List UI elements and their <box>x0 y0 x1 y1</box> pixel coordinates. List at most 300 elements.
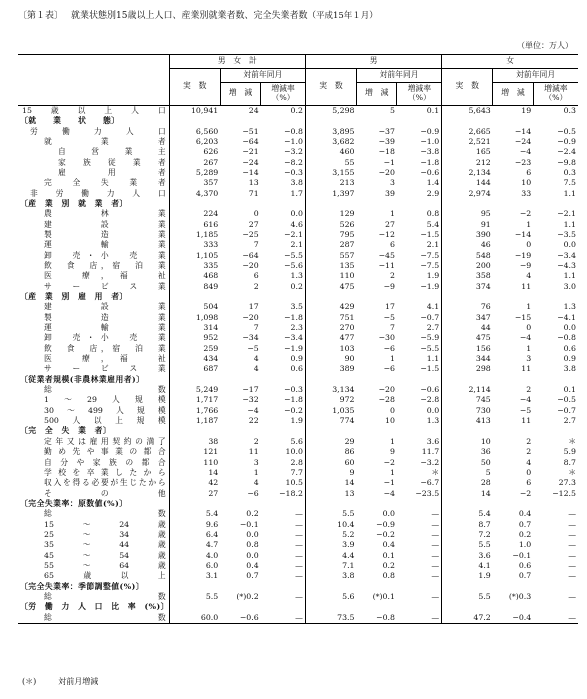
rate-value: −2.4 <box>557 147 576 157</box>
change-value: 0.0 <box>246 529 259 539</box>
actual-value: 10.4 <box>305 520 356 530</box>
row-label: 総 数 <box>44 385 166 395</box>
empty-cell <box>220 499 260 509</box>
change-value: −0.2 <box>376 529 395 539</box>
header-yoy: 対前年同月 <box>493 68 578 82</box>
change-value: 2 <box>526 385 532 395</box>
actual-value: 156 <box>442 344 493 354</box>
actual-value: 73.5 <box>305 613 356 624</box>
actual-value: 91 <box>442 220 493 230</box>
empty-cell <box>305 426 356 436</box>
rate-value: −5.6 <box>283 260 303 270</box>
rate-value: 1.9 <box>290 416 303 426</box>
table-row <box>18 395 578 405</box>
section-row <box>18 199 578 209</box>
actual-value: 6.0 <box>169 561 220 571</box>
actual-value: 44 <box>442 323 493 333</box>
header-yoy: 対前年同月 <box>220 68 305 82</box>
table-row <box>18 530 578 540</box>
actual-value: 10 <box>442 437 493 447</box>
rate-value: 0.9 <box>290 354 303 364</box>
change-value: 0.8 <box>382 571 395 581</box>
rate-value: −2.1 <box>283 229 303 239</box>
actual-value: 95 <box>442 209 493 219</box>
rate-value: 27.3 <box>558 478 576 488</box>
table-row <box>18 478 578 488</box>
change-value: −20 <box>242 312 259 322</box>
rate-value: — <box>295 509 303 519</box>
empty-cell <box>261 426 306 436</box>
change-value: −37 <box>378 126 395 136</box>
change-value: 17 <box>248 302 259 312</box>
header-actual: 実 数 <box>169 68 220 105</box>
change-value: −6 <box>383 343 395 353</box>
actual-value: 357 <box>169 178 220 188</box>
actual-value: 46 <box>442 240 493 250</box>
section-row <box>18 582 578 592</box>
row-label: 卸 売・小 売 業 <box>44 250 166 260</box>
empty-cell <box>493 199 533 209</box>
table-row <box>18 571 578 581</box>
rate-value: −5.9 <box>420 333 440 343</box>
table-row <box>18 302 578 312</box>
empty-cell <box>220 116 260 126</box>
rate-value: 2.7 <box>563 416 576 426</box>
change-value: 1 <box>526 219 532 229</box>
actual-value: 3.8 <box>305 571 356 581</box>
change-value: −0.4 <box>493 613 533 624</box>
actual-value: 1.9 <box>442 571 493 581</box>
actual-value: 374 <box>442 282 493 292</box>
rate-value: −3.2 <box>420 457 440 467</box>
table-title <box>18 8 378 21</box>
change-value: −14 <box>242 167 259 177</box>
rate-value: −1.8 <box>420 157 440 167</box>
title-main: 就業状態別15歳以上人口、産業別就業者数、完全失業者数 <box>71 11 308 21</box>
change-value: 0 <box>253 209 259 219</box>
rate-value: — <box>431 550 440 560</box>
table-row <box>18 313 578 323</box>
rate-value: −0.6 <box>420 385 440 395</box>
header-rate-line1: 増減率 <box>407 83 432 93</box>
change-value: −5 <box>519 405 532 415</box>
change-value: 27 <box>248 219 259 229</box>
table-row <box>18 406 578 416</box>
change-value: −4 <box>519 147 532 157</box>
actual-value: 135 <box>305 261 356 271</box>
table-row <box>18 489 578 499</box>
change-value: 24 <box>220 105 260 116</box>
actual-value: 3,682 <box>305 137 356 147</box>
rate-value: −5.5 <box>283 250 303 260</box>
change-value: 1 <box>526 302 532 312</box>
table-row <box>18 551 578 561</box>
actual-value: 287 <box>305 240 356 250</box>
table-row <box>18 127 578 137</box>
actual-value: 4.1 <box>442 561 493 571</box>
rate-value: −0.9 <box>557 136 576 146</box>
empty-cell <box>493 292 533 302</box>
change-value: −0.1 <box>512 550 532 560</box>
rate-value: — <box>431 571 440 581</box>
row-label: 運 輸 業 <box>44 240 166 250</box>
table-row <box>18 468 578 478</box>
change-value: −20 <box>242 260 259 270</box>
actual-value: 28 <box>442 478 493 488</box>
rate-value: 3.6 <box>426 436 440 446</box>
actual-value: 335 <box>169 261 220 271</box>
row-label: サ ー ビ ス 業 <box>44 281 166 291</box>
change-value: 0 <box>526 323 532 333</box>
change-value: 1 <box>390 467 395 477</box>
actual-value: 14 <box>169 468 220 478</box>
actual-value: 1,098 <box>169 313 220 323</box>
actual-value: 270 <box>305 323 356 333</box>
rate-value: — <box>568 529 576 539</box>
empty-cell <box>305 292 356 302</box>
actual-value: 129 <box>305 209 356 219</box>
actual-value: 1,187 <box>169 416 220 426</box>
change-value: 0.2 <box>382 560 395 570</box>
actual-value: 687 <box>169 364 220 374</box>
actual-value: 475 <box>442 333 493 343</box>
actual-value: 7.1 <box>305 561 356 571</box>
change-value: −4 <box>383 488 395 498</box>
table-row <box>18 385 578 395</box>
empty-cell <box>305 582 356 592</box>
actual-value: 333 <box>169 240 220 250</box>
header-rate-line2: （%） <box>271 92 295 102</box>
row-label: 家 族 従 業 者 <box>58 157 166 167</box>
rate-value: 8.7 <box>563 457 576 467</box>
change-value: 2 <box>526 436 532 446</box>
change-value: 2 <box>390 271 395 281</box>
actual-value: 5,298 <box>305 105 356 116</box>
table-row <box>18 592 578 602</box>
change-value: 10 <box>521 178 532 188</box>
rate-value: 7.5 <box>563 178 576 188</box>
rate-value: −3.8 <box>420 147 440 157</box>
rate-value: 0.0 <box>426 405 440 415</box>
rate-value: ＊ <box>568 436 576 446</box>
actual-value: 389 <box>305 364 356 374</box>
change-value: −51 <box>242 126 259 136</box>
empty-cell <box>397 499 442 509</box>
section-heading: 〔産 業 別 雇 用 者〕 <box>20 292 128 301</box>
actual-value: 3.6 <box>442 551 493 561</box>
change-value: 7 <box>253 323 259 333</box>
rate-value: 2.3 <box>290 323 303 333</box>
table-row <box>18 416 578 426</box>
row-label: 65 歳 以 上 <box>44 571 166 581</box>
rate-value: −1.0 <box>420 136 440 146</box>
rate-value: 1.1 <box>563 219 576 229</box>
row-label: そ の 他 <box>44 488 166 498</box>
empty-cell <box>493 116 533 126</box>
empty-cell <box>261 499 306 509</box>
rate-value: −8.2 <box>283 157 303 167</box>
change-value: 9 <box>390 447 395 457</box>
change-value: 0.2 <box>518 529 532 539</box>
change-value: −5 <box>383 312 395 322</box>
empty-cell <box>261 602 306 612</box>
rate-value: −7.5 <box>420 260 440 270</box>
actual-value: 200 <box>442 261 493 271</box>
change-value: −9 <box>383 281 395 291</box>
rate-value: 0.2 <box>290 281 303 291</box>
rate-value: −1.9 <box>420 281 440 291</box>
empty-cell <box>305 375 356 385</box>
change-value: −9 <box>519 260 532 270</box>
empty-cell <box>442 602 493 612</box>
row-label: 製 造 業 <box>44 229 166 239</box>
actual-value: 344 <box>442 354 493 364</box>
actual-value: 526 <box>305 220 356 230</box>
rate-value: 0.9 <box>563 354 576 364</box>
empty-cell <box>169 426 220 436</box>
empty-cell <box>533 426 578 436</box>
table-row <box>18 364 578 374</box>
actual-value: 144 <box>442 178 493 188</box>
actual-value: 4.4 <box>305 551 356 561</box>
rate-value: 2.9 <box>426 188 440 198</box>
empty-cell <box>493 582 533 592</box>
actual-value: 1,717 <box>169 395 220 405</box>
change-value: 3 <box>253 457 259 467</box>
row-label: 35 〜 44 歳 <box>44 540 166 550</box>
row-label: 総 数 <box>44 591 166 601</box>
rate-value: 1.7 <box>290 188 303 198</box>
actual-value: 259 <box>169 344 220 354</box>
rate-value: −3.4 <box>557 250 576 260</box>
rate-value: 0.3 <box>563 167 576 177</box>
actual-value: 36 <box>442 447 493 457</box>
change-value: −0.9 <box>376 519 395 529</box>
empty-cell <box>220 426 260 436</box>
rate-value: — <box>568 519 576 529</box>
rate-value: −0.7 <box>557 405 576 415</box>
section-row <box>18 602 578 612</box>
rate-value: −6.7 <box>420 478 440 488</box>
rate-value: — <box>568 509 576 519</box>
change-value: 0.6 <box>518 560 532 570</box>
actual-value: 267 <box>169 158 220 168</box>
empty-cell <box>169 582 220 592</box>
row-label: 建 設 業 <box>44 302 166 312</box>
rate-value: — <box>568 571 576 581</box>
actual-value: 2,974 <box>442 189 493 199</box>
change-value: 1 <box>390 436 395 446</box>
change-value: −39 <box>378 136 395 146</box>
change-value: 0.0 <box>382 509 395 519</box>
table-row <box>18 333 578 343</box>
empty-cell <box>357 582 397 592</box>
actual-value: 5.2 <box>305 530 356 540</box>
empty-cell <box>261 292 306 302</box>
change-value: 10 <box>385 416 395 426</box>
actual-value: 76 <box>442 302 493 312</box>
change-value: −6 <box>247 488 259 498</box>
empty-cell <box>357 602 397 612</box>
change-value: −28 <box>378 395 395 405</box>
actual-value: 5 <box>442 468 493 478</box>
change-value: 22 <box>248 416 259 426</box>
change-value: 6 <box>253 271 259 281</box>
actual-value: 14 <box>305 478 356 488</box>
empty-cell <box>533 199 578 209</box>
change-value: −0.6 <box>220 613 260 624</box>
rate-value: ＊ <box>431 467 440 477</box>
section-row <box>18 499 578 509</box>
rate-value: 4.6 <box>290 219 303 229</box>
rate-value: — <box>295 540 303 550</box>
actual-value: 1,185 <box>169 230 220 240</box>
rate-value: 2.1 <box>290 240 303 250</box>
actual-value: 3,134 <box>305 385 356 395</box>
actual-value: 429 <box>305 302 356 312</box>
change-value: 1 <box>390 209 395 219</box>
actual-value: 468 <box>169 271 220 281</box>
rate-value: 10.0 <box>285 447 303 457</box>
table-row <box>18 540 578 550</box>
change-value: 2 <box>526 447 532 457</box>
change-value: 27 <box>385 219 395 229</box>
empty-cell <box>305 116 356 126</box>
table-row <box>18 251 578 261</box>
table-row <box>18 240 578 250</box>
rate-value: 0.1 <box>563 385 576 395</box>
change-value: −19 <box>514 250 532 260</box>
rate-value: — <box>568 591 576 601</box>
rate-value: −12.5 <box>552 488 576 498</box>
empty-cell <box>357 199 397 209</box>
row-label: 総 数 <box>44 509 166 519</box>
empty-cell <box>169 116 220 126</box>
rate-value: — <box>568 560 576 570</box>
rate-value: ＊ <box>568 467 576 477</box>
actual-value: 212 <box>442 158 493 168</box>
footnote-text: 対前月増減 <box>58 677 99 686</box>
change-value: −18 <box>378 147 395 157</box>
table-row <box>18 209 578 219</box>
rate-value: 3.0 <box>563 281 576 291</box>
rate-value: 5.9 <box>563 447 576 457</box>
empty-cell <box>533 292 578 302</box>
header-rate-line2: （%） <box>407 92 431 102</box>
section-heading: 〔産 業 別 就 業 者〕 <box>20 198 128 208</box>
row-label: 15 〜 24 歳 <box>44 519 166 529</box>
change-value: 0.2 <box>246 509 259 519</box>
actual-value: 6.4 <box>169 530 220 540</box>
rate-value: 11.7 <box>421 447 440 457</box>
section-heading: 〔完全失業率：季節調整値(%)〕 <box>20 581 145 591</box>
rate-value: 0.0 <box>563 323 576 333</box>
change-value: −4 <box>247 405 259 415</box>
rate-value: −2.8 <box>420 395 440 405</box>
change-value: −12 <box>378 229 395 239</box>
rate-value: −1.9 <box>283 343 303 353</box>
actual-value: 298 <box>442 364 493 374</box>
row-label: 45 〜 54 歳 <box>44 550 166 560</box>
table-row <box>18 271 578 281</box>
actual-value: 849 <box>169 282 220 292</box>
rate-value: — <box>295 591 303 601</box>
statistics-table <box>18 54 578 624</box>
row-label: 農 林 業 <box>44 209 166 219</box>
header-rate-line2: （%） <box>544 92 568 102</box>
actual-value: 47.2 <box>442 613 493 624</box>
change-value: 17 <box>385 302 395 312</box>
actual-value: 5.5 <box>305 509 356 519</box>
section-row <box>18 426 578 436</box>
rate-value: 3.5 <box>290 302 303 312</box>
change-value: 0.4 <box>246 560 259 570</box>
actual-value: 504 <box>169 302 220 312</box>
row-label: 学校を卒業したから <box>44 467 166 477</box>
change-value: −45 <box>378 250 395 260</box>
change-value: 1 <box>253 467 259 477</box>
table-row <box>18 354 578 364</box>
change-value: −20 <box>378 167 395 177</box>
change-value: (*)0.1 <box>372 591 395 601</box>
section-row <box>18 116 578 126</box>
row-label: 自分や家族の都合 <box>44 457 166 467</box>
change-value: 7 <box>390 323 395 333</box>
row-label: サ ー ビ ス 業 <box>44 364 166 374</box>
actual-value: 13 <box>305 489 356 499</box>
change-value: 39 <box>385 188 395 198</box>
empty-cell <box>533 116 578 126</box>
actual-value: 3,155 <box>305 168 356 178</box>
rate-value: — <box>568 550 576 560</box>
change-value: 4 <box>253 478 259 488</box>
rate-value: −1.5 <box>420 364 440 374</box>
empty-cell <box>442 116 493 126</box>
header-rate <box>261 82 306 105</box>
row-label: 勤め先や事業の都合 <box>44 447 166 457</box>
change-value: 13 <box>248 178 259 188</box>
row-label: 自 営 業 主 <box>58 147 166 157</box>
rate-value: −23.5 <box>415 488 440 498</box>
empty-cell <box>169 602 220 612</box>
rate-value: −4.3 <box>557 260 576 270</box>
change-value: −11 <box>378 260 395 270</box>
rate-value: −0.5 <box>557 395 576 405</box>
change-value: 6 <box>390 240 395 250</box>
change-value: 0 <box>526 467 532 477</box>
rate-value: −0.2 <box>283 405 303 415</box>
row-label: 製 造 業 <box>44 312 166 322</box>
actual-value: 86 <box>305 447 356 457</box>
actual-value: 314 <box>169 323 220 333</box>
change-value: −4 <box>519 333 532 343</box>
rate-value: −0.9 <box>420 126 440 136</box>
rate-value: −7.5 <box>420 250 440 260</box>
change-value: −0.8 <box>357 613 397 624</box>
actual-value: 5,249 <box>169 385 220 395</box>
table-row <box>18 189 578 199</box>
change-value: −14 <box>514 126 532 136</box>
change-value: −0.1 <box>239 519 259 529</box>
header-yoy: 対前年同月 <box>357 68 442 82</box>
rate-value: −1.8 <box>283 312 303 322</box>
actual-value: 60.0 <box>169 613 220 624</box>
table-row <box>18 458 578 468</box>
header-change: 増 減 <box>493 82 533 105</box>
actual-value: 14 <box>442 489 493 499</box>
row-label: 運 輸 業 <box>44 323 166 333</box>
rate-value: 0.6 <box>290 364 303 374</box>
